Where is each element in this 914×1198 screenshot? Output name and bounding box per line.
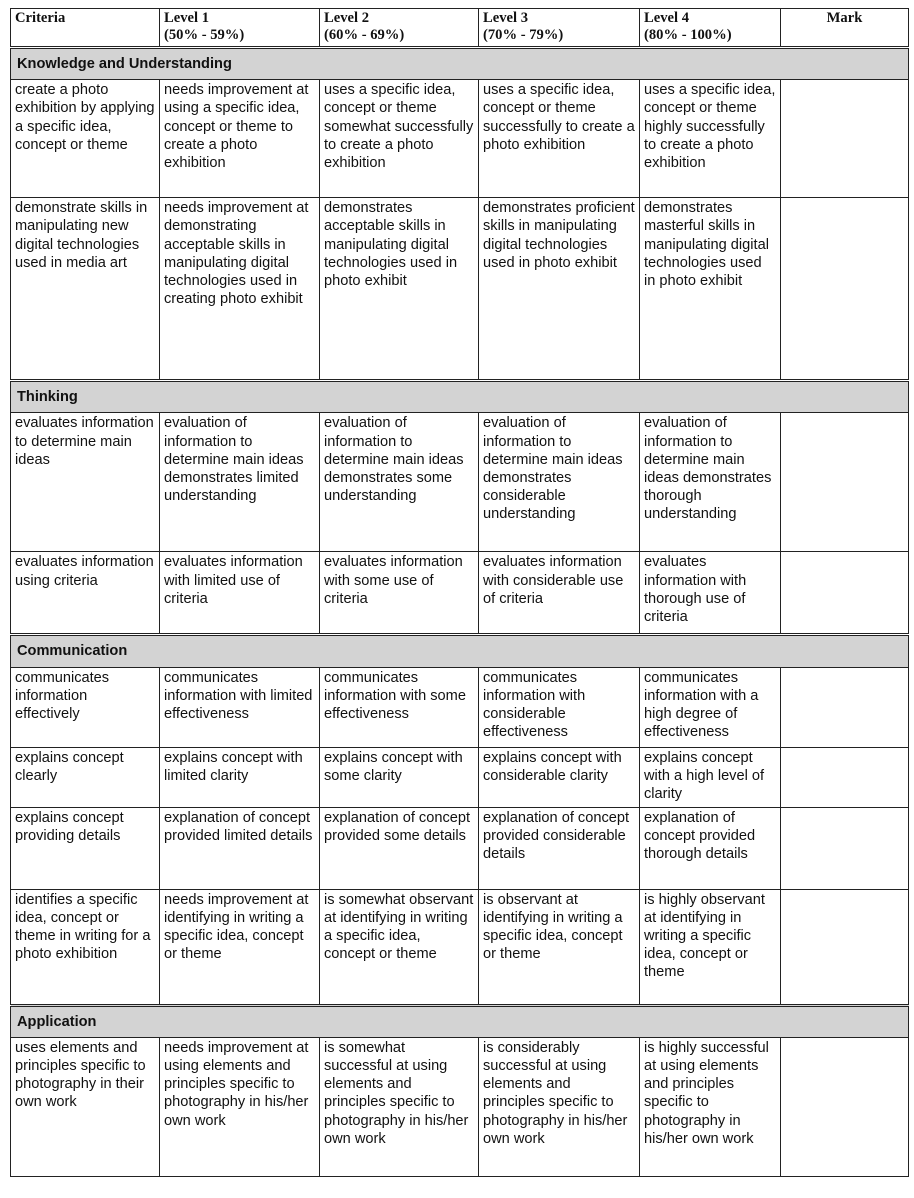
table-row (11, 747, 909, 807)
level-3-cell: explanation of concept provided considerable details (479, 807, 640, 889)
header-mark: Mark (781, 9, 909, 48)
level-4-cell: evaluation of information to determine main ideas demonstrates thorough understanding (640, 413, 781, 552)
level-2-cell: demonstrates acceptable skills in manipulating digital technologies used in photo exhibit (320, 198, 479, 381)
section-title: Application (11, 1005, 909, 1037)
level-1-cell: needs improvement at demonstrating acceptable skills in manipulating digital technologies used in creating photo exhibit (160, 198, 320, 381)
mark-cell[interactable] (781, 747, 909, 807)
criteria-cell: explains concept providing details (11, 807, 160, 889)
level-1-cell: explains concept with limited clarity (160, 747, 320, 807)
criteria-cell: evaluates information to determine main ideas (11, 413, 160, 552)
mark-cell[interactable] (781, 198, 909, 381)
level-3-cell: demonstrates proficient skills in manipulating digital technologies used in photo exhibit (479, 198, 640, 381)
section-knowledge-understanding (11, 48, 909, 80)
header-row (11, 9, 909, 48)
level-3-cell: communicates information with considerable effectiveness (479, 667, 640, 747)
criteria-cell: create a photo exhibition by applying a specific idea, concept or theme (11, 80, 160, 198)
level-1-cell: communicates information with limited effectiveness (160, 667, 320, 747)
table-row (11, 1037, 909, 1176)
level-4-cell: explains concept with a high level of clarity (640, 747, 781, 807)
level-2-cell: explains concept with some clarity (320, 747, 479, 807)
level-3-cell: is observant at identifying in writing a specific idea, concept or theme (479, 889, 640, 1005)
mark-cell[interactable] (781, 80, 909, 198)
level-2-cell: is somewhat successful at using elements and principles specific to photography in his/her own work (320, 1037, 479, 1176)
table-row (11, 413, 909, 552)
section-application (11, 1005, 909, 1037)
level-label: Level 2 (324, 10, 369, 26)
level-2-cell: is somewhat observant at identifying in writing a specific idea, concept or theme (320, 889, 479, 1005)
level-4-cell: evaluates information with thorough use of criteria (640, 552, 781, 635)
level-1-cell: needs improvement at identifying in writing a specific idea, concept or theme (160, 889, 320, 1005)
level-1-cell: evaluation of information to determine main ideas demonstrates limited understanding (160, 413, 320, 552)
level-1-cell: evaluates information with limited use of criteria (160, 552, 320, 635)
header-level-2 (320, 9, 479, 48)
header-level-1 (160, 9, 320, 48)
level-label: Level 4 (644, 10, 689, 26)
section-title: Thinking (11, 381, 909, 413)
level-range: (80% - 100%) (644, 27, 732, 43)
criteria-cell: demonstrate skills in manipulating new digital technologies used in media art (11, 198, 160, 381)
table-row (11, 80, 909, 198)
section-thinking (11, 381, 909, 413)
level-3-cell: is considerably successful at using elements and principles specific to photography in his/her own work (479, 1037, 640, 1176)
mark-cell[interactable] (781, 1037, 909, 1176)
level-range: (60% - 69%) (324, 27, 405, 43)
section-communication (11, 635, 909, 667)
criteria-cell: evaluates information using criteria (11, 552, 160, 635)
table-row (11, 552, 909, 635)
level-3-cell: explains concept with considerable clarity (479, 747, 640, 807)
level-1-cell: explanation of concept provided limited details (160, 807, 320, 889)
table-row (11, 198, 909, 381)
level-2-cell: evaluation of information to determine main ideas demonstrates some understanding (320, 413, 479, 552)
level-2-cell: explanation of concept provided some details (320, 807, 479, 889)
level-3-cell: evaluation of information to determine main ideas demonstrates considerable understanding (479, 413, 640, 552)
level-label: Level 3 (483, 10, 528, 26)
mark-cell[interactable] (781, 667, 909, 747)
table-row (11, 889, 909, 1005)
mark-cell[interactable] (781, 889, 909, 1005)
table-row (11, 667, 909, 747)
mark-cell[interactable] (781, 413, 909, 552)
level-4-cell: explanation of concept provided thorough details (640, 807, 781, 889)
level-range: (70% - 79%) (483, 27, 564, 43)
header-level-3 (479, 9, 640, 48)
table-row (11, 807, 909, 889)
criteria-cell: uses elements and principles specific to photography in their own work (11, 1037, 160, 1176)
criteria-cell: communicates information effectively (11, 667, 160, 747)
rubric-table (10, 8, 909, 1177)
level-1-cell: needs improvement at using elements and principles specific to photography in his/her own work (160, 1037, 320, 1176)
criteria-cell: explains concept clearly (11, 747, 160, 807)
level-2-cell: communicates information with some effectiveness (320, 667, 479, 747)
level-2-cell: uses a specific idea, concept or theme somewhat successfully to create a photo exhibition (320, 80, 479, 198)
header-criteria: Criteria (11, 9, 160, 48)
level-4-cell: is highly observant at identifying in writing a specific idea, concept or theme (640, 889, 781, 1005)
level-range: (50% - 59%) (164, 27, 245, 43)
level-4-cell: is highly successful at using elements and principles specific to photography in his/her own work (640, 1037, 781, 1176)
level-label: Level 1 (164, 10, 209, 26)
level-3-cell: uses a specific idea, concept or theme successfully to create a photo exhibition (479, 80, 640, 198)
criteria-cell: identifies a specific idea, concept or theme in writing for a photo exhibition (11, 889, 160, 1005)
level-4-cell: communicates information with a high degree of effectiveness (640, 667, 781, 747)
level-4-cell: uses a specific idea, concept or theme highly successfully to create a photo exhibition (640, 80, 781, 198)
level-1-cell: needs improvement at using a specific idea, concept or theme to create a photo exhibition (160, 80, 320, 198)
header-level-4 (640, 9, 781, 48)
level-2-cell: evaluates information with some use of criteria (320, 552, 479, 635)
level-4-cell: demonstrates masterful skills in manipulating digital technologies used in photo exhibit (640, 198, 781, 381)
mark-cell[interactable] (781, 807, 909, 889)
level-3-cell: evaluates information with considerable use of criteria (479, 552, 640, 635)
section-title: Communication (11, 635, 909, 667)
section-title: Knowledge and Understanding (11, 48, 909, 80)
mark-cell[interactable] (781, 552, 909, 635)
